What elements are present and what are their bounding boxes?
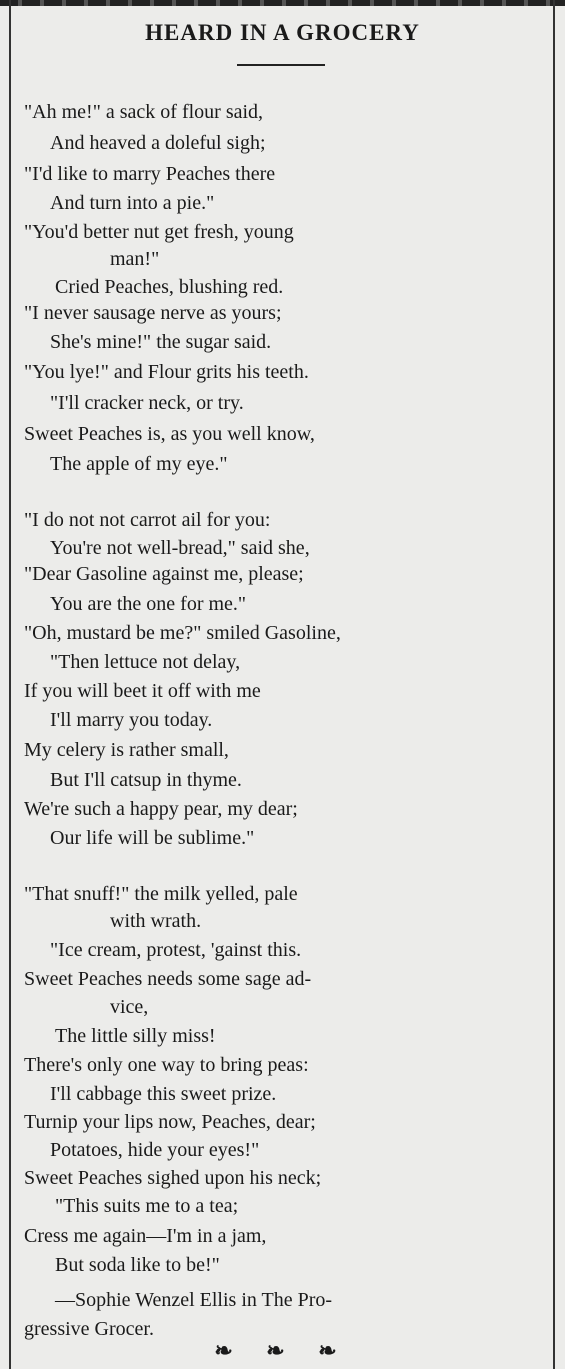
poem-line: "Ice cream, protest, 'gainst this. [50, 939, 302, 961]
poem-line: "You lye!" and Flour grits his teeth. [24, 361, 309, 383]
poem-line: "I'll cracker neck, or try. [50, 392, 244, 414]
poem-title: HEARD IN A GROCERY [145, 20, 420, 45]
poem-line: Turnip your lips now, Peaches, dear; [24, 1111, 316, 1133]
poem-line: "I'd like to marry Peaches there [24, 163, 276, 185]
poem-line: And heaved a doleful sigh; [50, 132, 266, 154]
poem-line: vice, [110, 996, 149, 1018]
poem-line: And turn into a pie." [50, 192, 215, 214]
poem-line: "I do not not carrot ail for you: [24, 509, 271, 531]
poem-line: "Oh, mustard be me?" smiled Gasoline, [24, 622, 341, 644]
poem-line: man!" [110, 248, 160, 270]
poem-line: I'll marry you today. [50, 709, 213, 731]
poem-line: "Ah me!" a sack of flour said, [24, 101, 264, 123]
top-border-rule [0, 0, 565, 6]
poem-line: I'll cabbage this sweet prize. [50, 1083, 277, 1105]
poem-line: We're such a happy pear, my dear; [24, 798, 298, 820]
poem-line: The little silly miss! [55, 1025, 216, 1047]
poem-line: Our life will be sublime." [50, 827, 255, 849]
poem-line: "This suits me to a tea; [55, 1195, 239, 1217]
credit-line: gressive Grocer. [24, 1318, 154, 1340]
left-column-rule [9, 0, 11, 1369]
poem-line: My celery is rather small, [24, 739, 229, 761]
poem-line: You are the one for me." [50, 593, 247, 615]
poem-line: Cried Peaches, blushing red. [55, 276, 284, 298]
poem-line: She's mine!" the sugar said. [50, 331, 272, 353]
poem-line: "Then lettuce not delay, [50, 651, 241, 673]
poem-line: Sweet Peaches needs some sage ad- [24, 968, 312, 990]
title-underline-rule [237, 64, 325, 66]
poem-line: But I'll catsup in thyme. [50, 769, 242, 791]
poem-line: You're not well-bread," said she, [50, 537, 310, 559]
poem-line: If you will beet it off with me [24, 680, 261, 702]
poem-line: There's only one way to bring peas: [24, 1054, 309, 1076]
poem-line: "That snuff!" the milk yelled, pale [24, 883, 298, 905]
poem-line: Potatoes, hide your eyes!" [50, 1139, 260, 1161]
closing-ornament: ❧ ❧ ❧ [214, 1338, 351, 1363]
poem-line: The apple of my eye." [50, 453, 228, 475]
poem-line: with wrath. [110, 910, 202, 932]
poem-line: Sweet Peaches sighed upon his neck; [24, 1167, 322, 1189]
poem-line: "Dear Gasoline against me, please; [24, 563, 304, 585]
poem-line: Sweet Peaches is, as you well know, [24, 423, 315, 445]
poem-line: "You'd better nut get fresh, young [24, 221, 294, 243]
poem-line: "I never sausage nerve as yours; [24, 302, 282, 324]
credit-line: —Sophie Wenzel Ellis in The Pro- [55, 1289, 333, 1311]
poem-line: But soda like to be!" [55, 1254, 220, 1276]
poem-line: Cress me again—I'm in a jam, [24, 1225, 267, 1247]
right-column-rule [553, 0, 555, 1369]
